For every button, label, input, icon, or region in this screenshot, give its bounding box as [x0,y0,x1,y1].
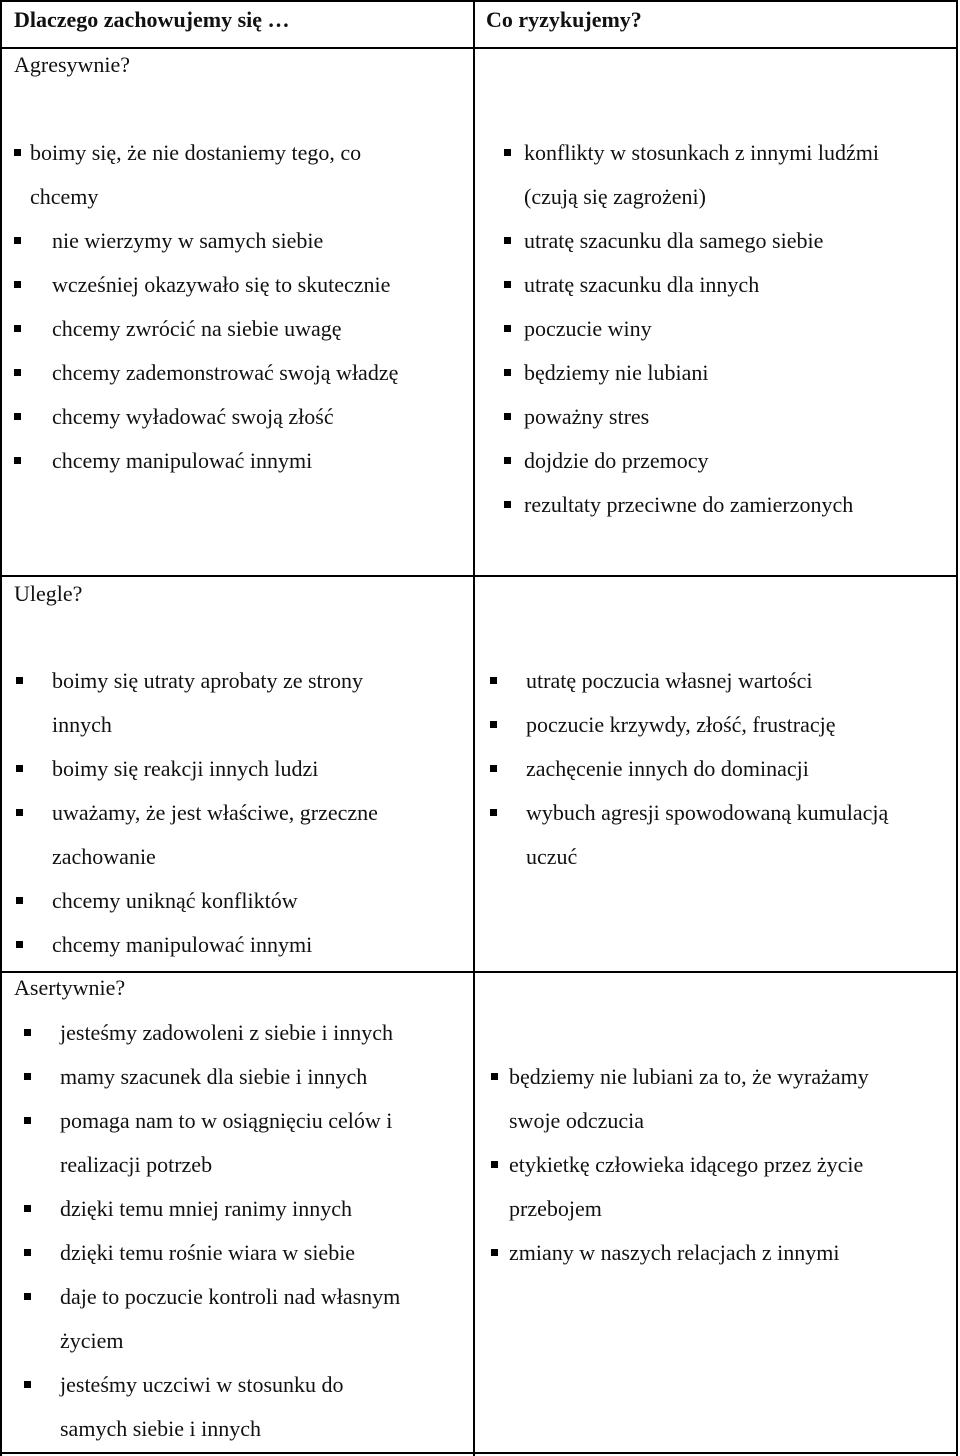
list-item: dojdzie do przemocy [524,448,709,473]
bullet-icon [24,1029,31,1036]
list-item: chcemy zwrócić na siebie uwagę [52,316,342,341]
table-border-middle [473,0,475,1456]
section-divider-1 [0,575,958,577]
header-divider-right [473,47,958,49]
bullet-icon [24,1205,31,1212]
header-risk: Co ryzykujemy? [486,7,642,32]
bullet-icon [14,413,21,420]
list-item: uważamy, że jest właściwe, grzeczne [52,800,378,825]
list-item: swoje odczucia [509,1108,644,1133]
list-item: realizacji potrzeb [60,1152,213,1177]
list-item: chcemy manipulować innymi [52,932,313,957]
bullet-icon [490,765,497,772]
bullet-icon [14,457,21,464]
header-why: Dlaczego zachowujemy się … [14,7,290,32]
list-item: zmiany w naszych relacjach z innymi [509,1240,840,1265]
list-item: życiem [60,1328,124,1353]
list-item: daje to poczucie kontroli nad własnym [60,1284,401,1309]
bullet-icon [14,237,21,244]
table-border-bottom [0,1452,958,1454]
list-item: boimy się utraty aprobaty ze strony [52,668,363,693]
bullet-icon [14,325,21,332]
bullet-icon [504,237,511,244]
list-item: utratę szacunku dla innych [524,272,760,297]
bullet-icon [504,501,511,508]
list-item: boimy się reakcji innych ludzi [52,756,319,781]
bullet-icon [14,281,21,288]
section-title-assertive: Asertywnie? [14,975,126,1000]
list-item: uczuć [526,844,578,869]
bullet-icon [490,677,497,684]
bullet-icon [504,149,511,156]
bullet-icon [24,1249,31,1256]
list-item: chcemy wyładować swoją złość [52,404,334,429]
table-border-right [956,0,958,1456]
list-item: jesteśmy zadowoleni z siebie i innych [60,1020,393,1045]
bullet-icon [490,809,497,816]
table-border-left [0,0,2,1456]
bullet-icon [490,721,497,728]
bullet-icon [14,149,21,156]
list-item: (czują się zagrożeni) [524,184,706,209]
bullet-icon [491,1073,498,1080]
list-item: konflikty w stosunkach z innymi ludźmi [524,140,880,165]
section-title-submissive: Ulegle? [14,581,83,606]
list-item: utratę szacunku dla samego siebie [524,228,824,253]
list-item: etykietkę człowieka idącego przez życie [509,1152,864,1177]
bullet-icon [16,677,23,684]
list-item: rezultaty przeciwne do zamierzonych [524,492,854,517]
bullet-icon [491,1161,498,1168]
list-item: zachęcenie innych do dominacji [526,756,809,781]
list-item: samych siebie i innych [60,1416,262,1441]
list-item: chcemy zademonstrować swoją władzę [52,360,399,385]
list-item: mamy szacunek dla siebie i innych [60,1064,368,1089]
list-item: wybuch agresji spowodowaną kumulacją [526,800,889,825]
list-item: chcemy uniknąć konfliktów [52,888,298,913]
list-item: jesteśmy uczciwi w stosunku do [60,1372,344,1397]
list-item: poważny stres [524,404,650,429]
list-item: będziemy nie lubiani [524,360,709,385]
header-divider [0,47,475,49]
list-item: dzięki temu rośnie wiara w siebie [60,1240,356,1265]
bullet-icon [504,369,511,376]
bullet-icon [14,369,21,376]
list-item: chcemy manipulować innymi [52,448,313,473]
list-item: pomaga nam to w osiągnięciu celów i [60,1108,393,1133]
bullet-icon [24,1073,31,1080]
list-item: zachowanie [52,844,156,869]
bullet-icon [24,1293,31,1300]
bullet-icon [504,457,511,464]
bullet-icon [504,281,511,288]
list-item: dzięki temu mniej ranimy innych [60,1196,353,1221]
list-item: poczucie winy [524,316,652,341]
bullet-icon [504,413,511,420]
table-border-top [0,0,958,2]
bullet-icon [16,765,23,772]
bullet-icon [16,941,23,948]
bullet-icon [24,1381,31,1388]
list-item: chcemy [30,184,99,209]
bullet-icon [491,1249,498,1256]
list-item: będziemy nie lubiani za to, że wyrażamy [509,1064,869,1089]
bullet-icon [24,1117,31,1124]
list-item: nie wierzymy w samych siebie [52,228,324,253]
list-item: innych [52,712,112,737]
list-item: przebojem [509,1196,602,1221]
section-title-aggressive: Agresywnie? [14,52,131,77]
list-item: boimy się, że nie dostaniemy tego, co [30,140,362,165]
list-item: poczucie krzywdy, złość, frustrację [526,712,836,737]
list-item: wcześniej okazywało się to skutecznie [52,272,391,297]
bullet-icon [504,325,511,332]
bullet-icon [16,809,23,816]
section-divider-2 [0,971,958,973]
list-item: utratę poczucia własnej wartości [526,668,813,693]
bullet-icon [16,897,23,904]
